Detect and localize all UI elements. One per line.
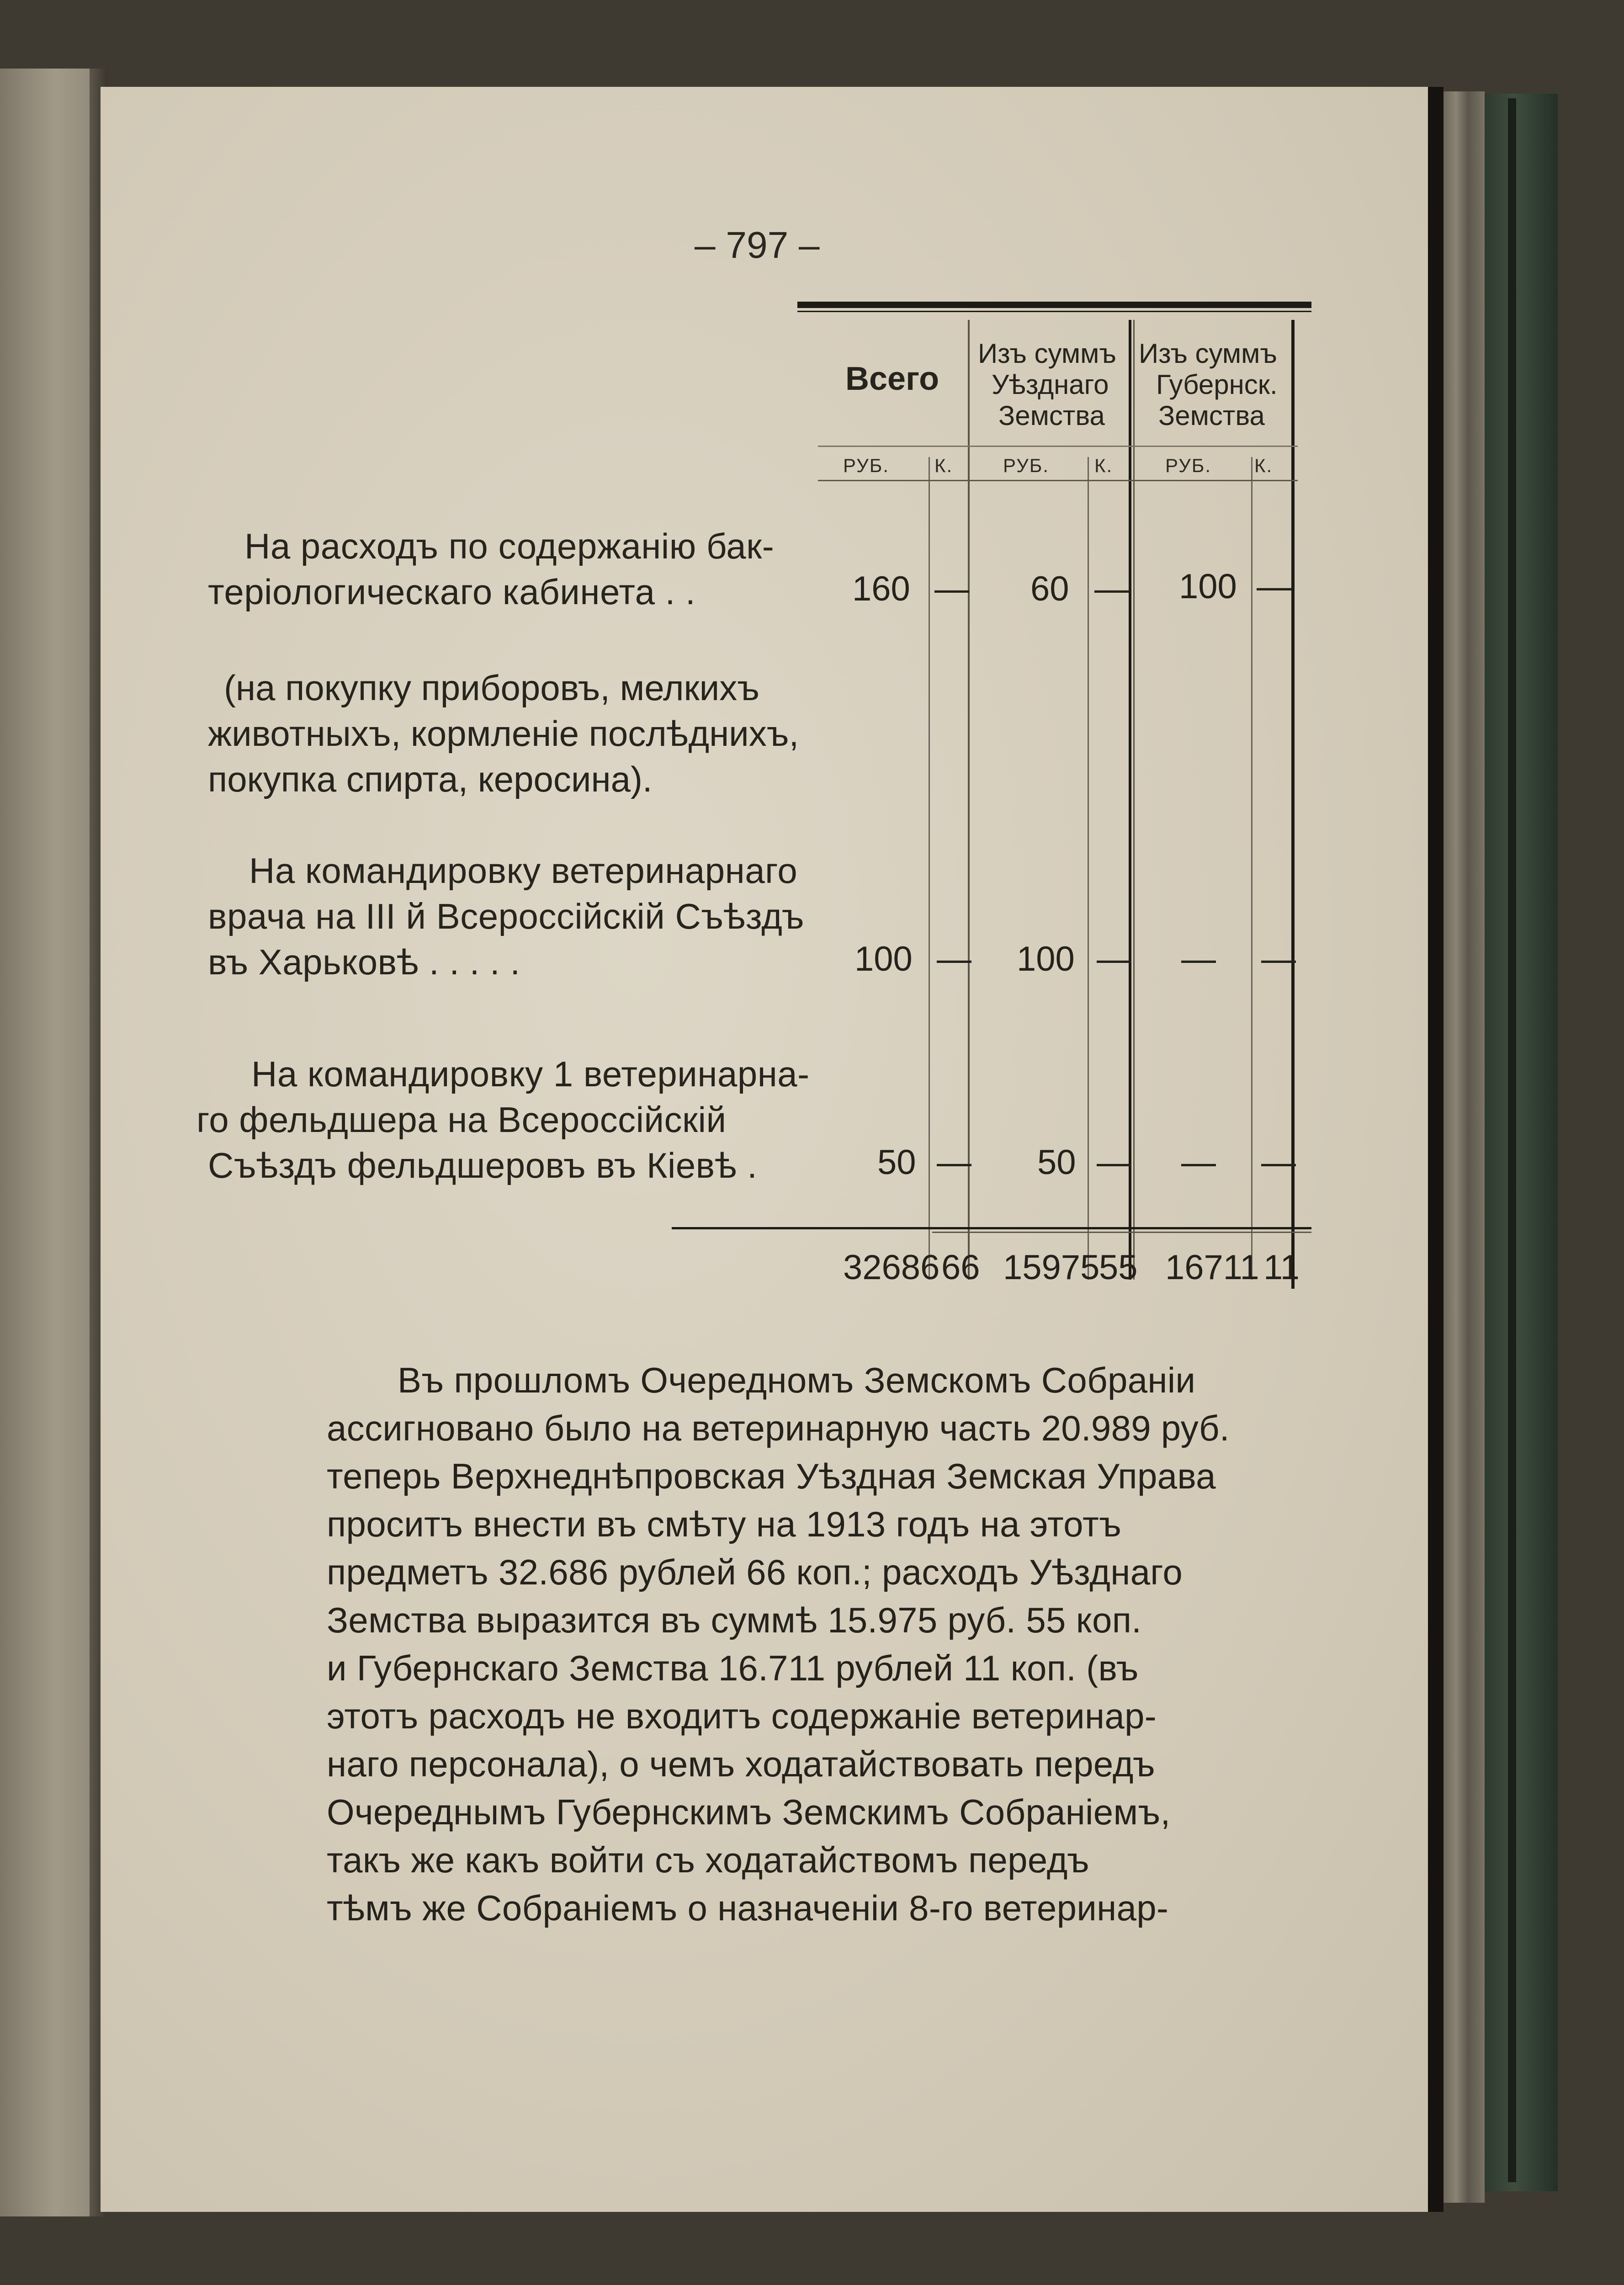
- item1-gub-kop: —: [1257, 567, 1291, 606]
- item2-total-kop: —: [937, 940, 971, 978]
- totals-uezd-rub: 15975: [1003, 1248, 1100, 1287]
- totals-gub-rub: 16711: [1165, 1248, 1259, 1287]
- item2-uezd-kop: —: [1097, 940, 1131, 978]
- note-line2: животныхъ, кормленіе послѣднихъ,: [208, 713, 799, 754]
- kop-divider-total: [929, 457, 930, 1280]
- item2-line1: На командировку ветеринарнаго: [249, 850, 798, 891]
- item3-line3: Съѣздъ фельдшеровъ въ Кіевѣ .: [208, 1145, 758, 1185]
- item1-gub-rub: 100: [1179, 567, 1237, 606]
- totals-total-kop: 66: [941, 1248, 980, 1287]
- item2-total-rub: 100: [854, 940, 913, 978]
- header-uezd-line2: Уѣзднаго: [992, 369, 1109, 400]
- page-edge: [1428, 87, 1444, 2212]
- kop-divider-gub: [1251, 457, 1252, 1280]
- note-line1: (на покупку приборовъ, мелкихъ: [224, 668, 759, 708]
- header-uezd-line1: Изъ суммъ: [978, 338, 1116, 369]
- header-total-rub: РУБ.: [843, 455, 890, 476]
- paragraph-line-2: ассигновано было на ветеринарную часть 20.989 руб.: [327, 1408, 1230, 1448]
- item3-line1: На командировку 1 ветеринарна-: [251, 1054, 810, 1094]
- header-uezd-line3: Земства: [998, 400, 1105, 431]
- paragraph-line-1: Въ прошломъ Очередномъ Земскомъ Собраніи: [398, 1360, 1196, 1400]
- paragraph-line-7: и Губернскаго Земства 16.711 рублей 11 коп. (въ: [327, 1648, 1139, 1688]
- item3-line2: го фельдшера на Всероссійскій: [196, 1100, 727, 1140]
- paragraph-line-4: проситъ внести въ смѣту на 1913 годъ на этотъ: [327, 1504, 1122, 1544]
- header-uezd-kop: К.: [1094, 455, 1113, 476]
- totals-total-rub: 32686: [843, 1248, 940, 1287]
- header-gub-line3: Земства: [1158, 400, 1265, 431]
- item2-line2: врача на III й Всероссійскій Съѣздъ: [208, 896, 804, 936]
- header-gub-kop: К.: [1254, 455, 1273, 476]
- note-line3: покупка спирта, керосина).: [208, 759, 653, 799]
- totals-gub-kop: 11: [1263, 1248, 1300, 1287]
- paragraph-line-3: теперь Верхнеднѣпровская Уѣздная Земская Управа: [327, 1456, 1216, 1496]
- paragraph-line-10: Очереднымъ Губернскимъ Земскимъ Собраніемъ,: [327, 1792, 1171, 1832]
- item3-total-rub: 50: [877, 1143, 916, 1182]
- item1-total-rub: 160: [852, 569, 910, 608]
- page-number: – 797 –: [695, 224, 820, 266]
- col-divider-uezd-2: [1133, 320, 1135, 1280]
- page-block-edge: [1444, 91, 1485, 2203]
- totals-rule-right: [932, 1232, 1311, 1233]
- table-top-rule: [797, 302, 1311, 308]
- item3-total-kop: —: [937, 1143, 971, 1182]
- item1-line2: теріологическаго кабинета . .: [208, 572, 696, 612]
- paragraph-line-11: такъ же какъ войти съ ходатайствомъ передъ: [327, 1840, 1089, 1880]
- item2-gub-kop: —: [1261, 940, 1296, 978]
- item3-uezd-rub: 50: [1037, 1143, 1076, 1182]
- header-total: Всего: [845, 361, 939, 397]
- item2-line3: въ Харьковѣ . . . . .: [208, 942, 520, 982]
- table-top-rule-thin: [797, 311, 1311, 312]
- totals-rule-left: [672, 1227, 1311, 1229]
- paragraph-line-6: Земства выразится въ суммѣ 15.975 руб. 55 коп.: [327, 1600, 1142, 1640]
- col-divider-total: [968, 320, 970, 1280]
- header-gub-rub: РУБ.: [1165, 455, 1212, 476]
- cover-shadow: [1508, 98, 1516, 2182]
- paragraph-line-9: наго персонала), о чемъ ходатайствовать передъ: [327, 1744, 1155, 1784]
- kop-divider-uezd: [1088, 457, 1089, 1280]
- header-gub-line2: Губернск.: [1156, 369, 1278, 400]
- item3-gub-kop: —: [1261, 1143, 1296, 1182]
- header-bottom-rule: [818, 480, 1298, 481]
- item1-uezd-kop: —: [1094, 569, 1129, 608]
- item2-gub-rub: —: [1181, 940, 1216, 978]
- paragraph-line-12: тѣмъ же Собраніемъ о назначеніи 8-го ветеринар-: [327, 1888, 1169, 1928]
- previous-page-edge: [0, 69, 101, 2216]
- item3-uezd-kop: —: [1097, 1143, 1131, 1182]
- totals-uezd-kop: 55: [1099, 1248, 1138, 1287]
- item1-total-kop: —: [934, 569, 969, 608]
- item1-uezd-rub: 60: [1030, 569, 1069, 608]
- header-subrule: [818, 446, 1298, 447]
- paragraph-line-8: этотъ расходъ не входитъ содержаніе ветеринар-: [327, 1696, 1157, 1736]
- header-gub-line1: Изъ суммъ: [1139, 338, 1277, 369]
- col-divider-uezd: [1129, 320, 1131, 1280]
- item1-line1: На расходъ по содержанію бак-: [244, 526, 775, 566]
- item3-gub-rub: —: [1181, 1143, 1216, 1182]
- book-cover-edge: [1485, 94, 1558, 2191]
- paragraph-line-5: предметъ 32.686 рублей 66 коп.; расходъ Уѣзднаго: [327, 1552, 1183, 1592]
- item2-uezd-rub: 100: [1017, 940, 1075, 978]
- header-uezd-rub: РУБ.: [1003, 455, 1050, 476]
- header-total-kop: К.: [934, 455, 953, 476]
